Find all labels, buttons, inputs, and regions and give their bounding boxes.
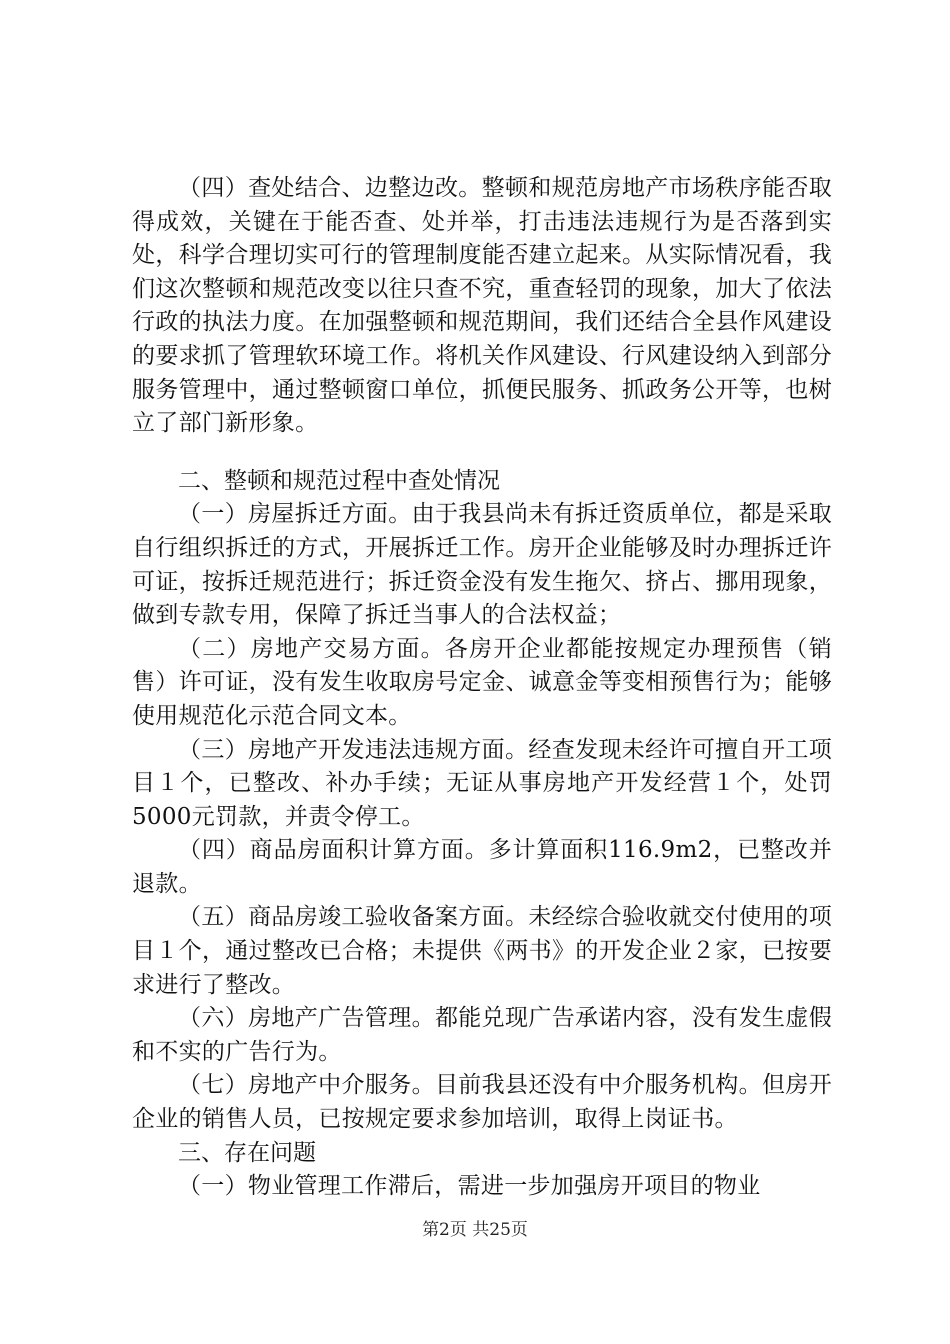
paragraph-transactions: （二）房地产交易方面。各房开企业都能按规定办理预售（销售）许可证，没有发生收取房号定金、诚意金等变相预售行为；能够使用规范化示范合同文本。 xyxy=(132,635,832,729)
paragraph-gap xyxy=(132,441,832,465)
paragraph-advertising: （六）房地产广告管理。都能兑现广告承诺内容，没有发生虚假和不实的广告行为。 xyxy=(132,1005,832,1065)
paragraph-agency-services: （七）房地产中介服务。目前我县还没有中介服务机构。但房开企业的销售人员，已按规定要求参加培训，取得上岗证书。 xyxy=(132,1072,832,1133)
section-heading-problems: 三、存在问题 xyxy=(178,1139,316,1166)
page-number-footer: 第2页 共25页 xyxy=(422,1220,528,1240)
paragraph-demolition: （一）房屋拆迁方面。由于我县尚未有拆迁资质单位，都是采取自行组织拆迁的方式，开展拆迁工作。房开企业能够及时办理拆迁许可证，按拆迁规范进行；拆迁资金没有发生拖欠、挤占、挪用现象，做到专款专用，保障了拆迁当事人的合法权益； xyxy=(132,501,832,629)
document-body xyxy=(132,172,832,1204)
section-heading-investigation: 二、整顿和规范过程中查处情况 xyxy=(178,467,500,494)
paragraph-development-violations: （三）房地产开发违法违规方面。经查发现未经许可擅自开工项目１个，已整改、补办手续；无证从事房地产开发经营１个，处罚5000元罚款，并责令停工。 xyxy=(132,736,832,830)
paragraph-rectify-while-inspecting: （四）查处结合、边整边改。整顿和规范房地产市场秩序能否取得成效，关键在于能否查、处并举，打击违法违规行为是否落到实处，科学合理切实可行的管理制度能否建立起来。从实际情况看，我们这次整顿和规范改变以往只查不究，重查轻罚的现象，加大了依法行政的执法力度。在加强整顿和规范期间，我们还结合全县作风建设的要求抓了管理软环境工作。将机关作风建设、行风建设纳入到部分服务管理中，通过整顿窗口单位，抓便民服务、抓政务公开等，也树立了部门新形象。 xyxy=(132,175,832,437)
paragraph-area-calculation: （四）商品房面积计算方面。多计算面积116.9m2，已整改并退款。 xyxy=(132,837,832,897)
paragraph-completion-acceptance: （五）商品房竣工验收备案方面。未经综合验收就交付使用的项目１个，通过整改已合格；未提供《两书》的开发企业２家，已按要求进行了整改。 xyxy=(132,904,832,998)
paragraph-property-management: （一）物业管理工作滞后，需进一步加强房开项目的物业 xyxy=(178,1173,761,1200)
